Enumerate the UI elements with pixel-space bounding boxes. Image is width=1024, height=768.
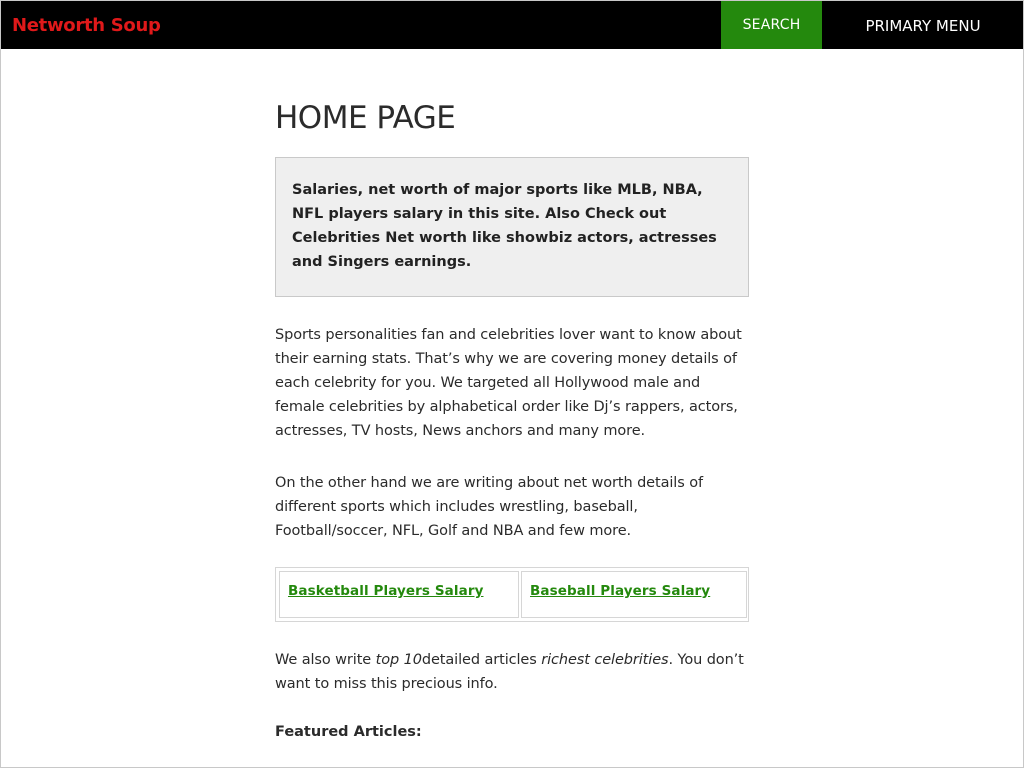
search-button[interactable]: SEARCH [721, 1, 822, 49]
site-header [1, 1, 1023, 49]
richest-emphasis: richest celebrities [541, 652, 669, 668]
top10-paragraph [275, 648, 749, 696]
top10-emphasis: top 10 [375, 652, 422, 668]
site-logo-link[interactable]: Networth Soup [12, 15, 161, 36]
table-cell-baseball [521, 571, 747, 618]
basketball-salary-link[interactable]: Basketball Players Salary [288, 583, 484, 599]
table-cell-basketball [279, 571, 519, 618]
top10-text-1: We also write [275, 652, 376, 668]
top10-text-2: detailed articles [421, 652, 542, 668]
intro-highlight-box: Salaries, net worth of major sports like MLB, NBA, NFL players salary in this site. Also Check out Celebrities Net worth like showbiz actors, actresses and Singers earnings. [275, 157, 749, 297]
salary-links-table [275, 567, 749, 622]
top10-text-3: . You don’t want to miss this precious info. [275, 652, 744, 692]
main-content [275, 91, 749, 744]
baseball-salary-link[interactable]: Baseball Players Salary [530, 583, 711, 599]
featured-articles-heading: Featured Articles: [275, 724, 422, 740]
primary-menu-button[interactable]: PRIMARY MENU [843, 1, 1003, 49]
page-title: HOME PAGE [275, 100, 456, 136]
intro-paragraph: Sports personalities fan and celebrities lover want to know about their earning stats. That’s why we are covering money details of each celebrity for you. We targeted all Hollywood male and female celebrities by alphabetical order like Dj’s rappers, actors, actresses, TV hosts, News anchors and many more. [275, 327, 742, 439]
sports-paragraph: On the other hand we are writing about net worth details of different sports which includes wrestling, baseball, Football/soccer, NFL, Golf and NBA and few more. [275, 475, 703, 539]
